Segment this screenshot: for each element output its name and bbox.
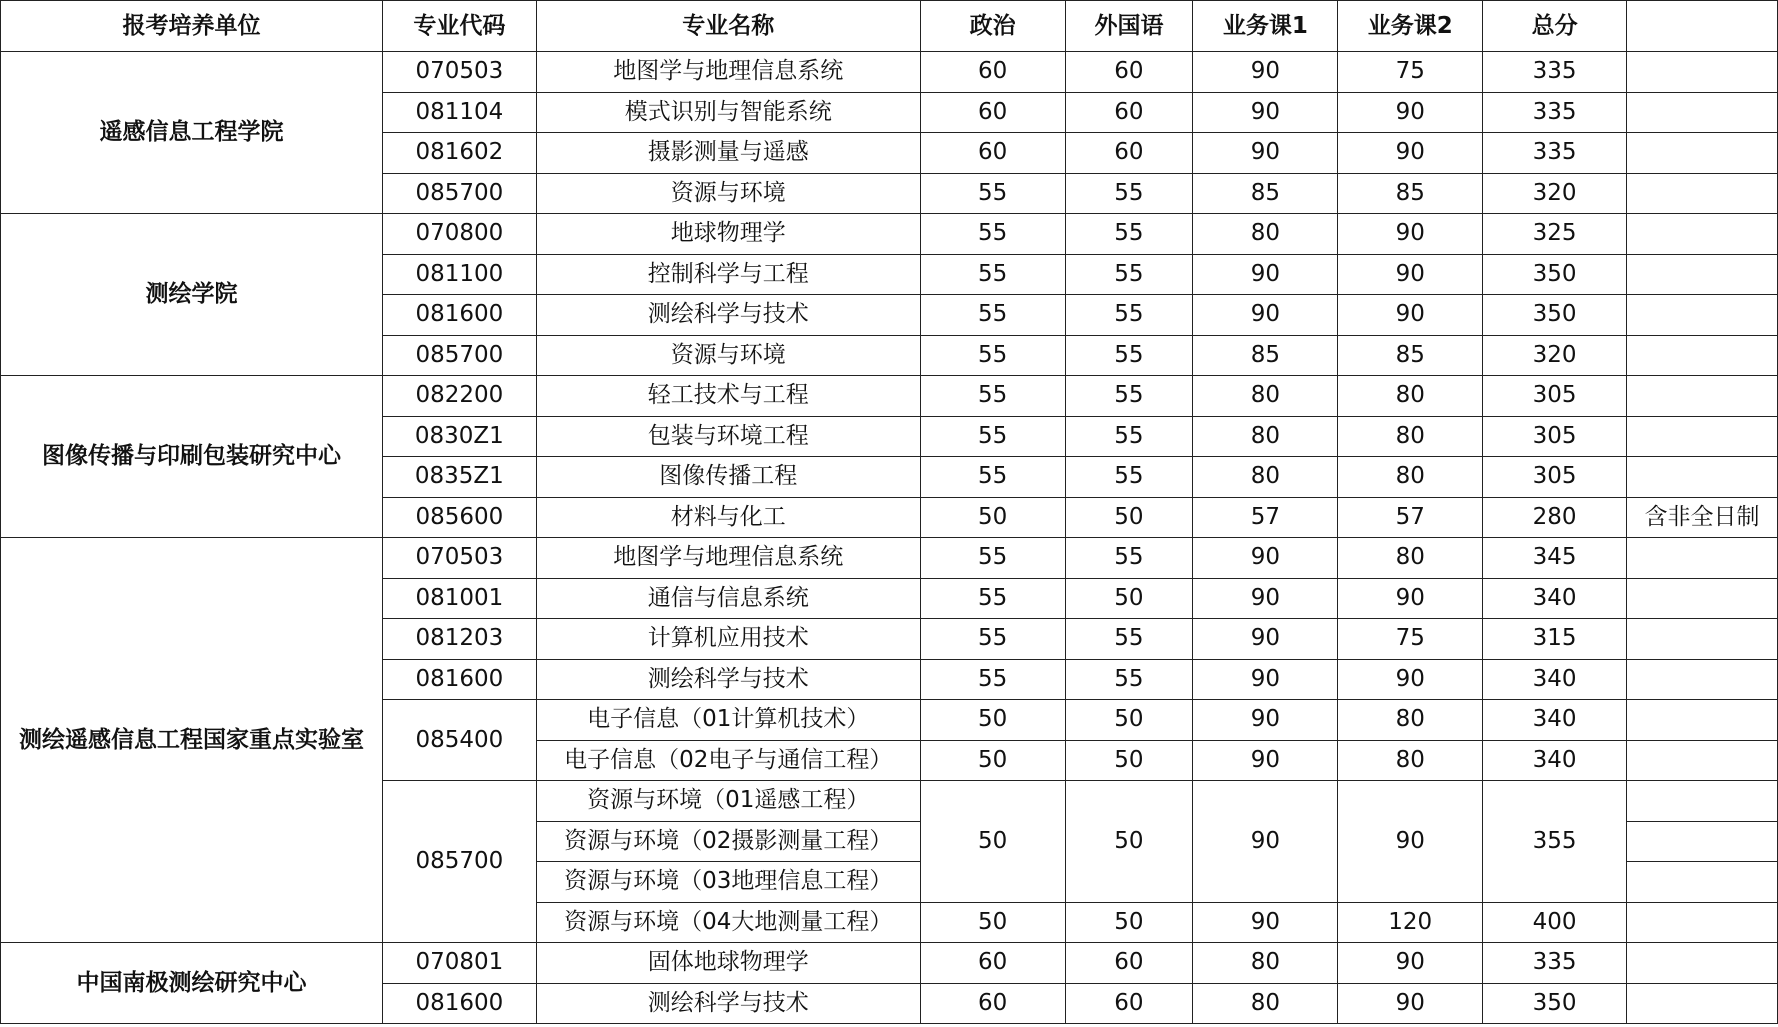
- major-cell: 计算机应用技术: [536, 619, 920, 660]
- course2-cell: 75: [1338, 52, 1483, 93]
- total-cell: 345: [1483, 538, 1627, 579]
- course1-cell: 80: [1193, 943, 1338, 984]
- language-cell: 55: [1065, 538, 1193, 579]
- politics-cell: 60: [920, 92, 1065, 133]
- total-cell: 335: [1483, 133, 1627, 174]
- language-cell: 55: [1065, 659, 1193, 700]
- note-cell: [1626, 133, 1777, 174]
- code-cell: 070801: [382, 943, 536, 984]
- total-cell: 335: [1483, 943, 1627, 984]
- note-cell: [1626, 295, 1777, 336]
- course2-cell: 90: [1338, 295, 1483, 336]
- major-cell: 测绘科学与技术: [536, 659, 920, 700]
- major-cell: 测绘科学与技术: [536, 983, 920, 1024]
- language-cell: 60: [1065, 133, 1193, 174]
- header-course1: 业务课1: [1193, 1, 1338, 52]
- code-cell: 085600: [382, 497, 536, 538]
- language-cell: 50: [1065, 781, 1193, 903]
- major-cell: 控制科学与工程: [536, 254, 920, 295]
- major-cell: 资源与环境（01遥感工程）: [536, 781, 920, 822]
- language-cell: 55: [1065, 619, 1193, 660]
- politics-cell: 60: [920, 133, 1065, 174]
- course2-cell: 90: [1338, 659, 1483, 700]
- course1-cell: 57: [1193, 497, 1338, 538]
- note-cell: [1626, 457, 1777, 498]
- course1-cell: 90: [1193, 295, 1338, 336]
- code-cell: 081001: [382, 578, 536, 619]
- politics-cell: 60: [920, 943, 1065, 984]
- note-cell: [1626, 983, 1777, 1024]
- total-cell: 320: [1483, 335, 1627, 376]
- course2-cell: 80: [1338, 457, 1483, 498]
- code-cell: 085700: [382, 781, 536, 943]
- course1-cell: 80: [1193, 416, 1338, 457]
- header-language: 外国语: [1065, 1, 1193, 52]
- unit-name: 遥感信息工程学院: [1, 52, 383, 214]
- total-cell: 280: [1483, 497, 1627, 538]
- politics-cell: 55: [920, 335, 1065, 376]
- course2-cell: 90: [1338, 214, 1483, 255]
- language-cell: 55: [1065, 254, 1193, 295]
- major-cell: 轻工技术与工程: [536, 376, 920, 417]
- header-major: 专业名称: [536, 1, 920, 52]
- politics-cell: 55: [920, 538, 1065, 579]
- note-cell: [1626, 862, 1777, 903]
- total-cell: 355: [1483, 781, 1627, 903]
- language-cell: 55: [1065, 416, 1193, 457]
- total-cell: 325: [1483, 214, 1627, 255]
- table-row: [1, 943, 1778, 984]
- total-cell: 340: [1483, 700, 1627, 741]
- major-cell: 包装与环境工程: [536, 416, 920, 457]
- code-cell: 070503: [382, 538, 536, 579]
- politics-cell: 55: [920, 619, 1065, 660]
- course1-cell: 90: [1193, 781, 1338, 903]
- total-cell: 340: [1483, 740, 1627, 781]
- politics-cell: 55: [920, 295, 1065, 336]
- politics-cell: 55: [920, 254, 1065, 295]
- major-cell: 材料与化工: [536, 497, 920, 538]
- course2-cell: 80: [1338, 538, 1483, 579]
- header-unit: 报考培养单位: [1, 1, 383, 52]
- note-cell: [1626, 821, 1777, 862]
- course1-cell: 80: [1193, 214, 1338, 255]
- politics-cell: 50: [920, 497, 1065, 538]
- code-cell: 081100: [382, 254, 536, 295]
- language-cell: 60: [1065, 92, 1193, 133]
- language-cell: 50: [1065, 578, 1193, 619]
- language-cell: 55: [1065, 173, 1193, 214]
- total-cell: 320: [1483, 173, 1627, 214]
- course1-cell: 80: [1193, 376, 1338, 417]
- total-cell: 335: [1483, 92, 1627, 133]
- politics-cell: 55: [920, 457, 1065, 498]
- code-cell: 085400: [382, 700, 536, 781]
- course2-cell: 85: [1338, 335, 1483, 376]
- course1-cell: 85: [1193, 173, 1338, 214]
- course1-cell: 80: [1193, 983, 1338, 1024]
- course2-cell: 90: [1338, 254, 1483, 295]
- politics-cell: 50: [920, 781, 1065, 903]
- course1-cell: 90: [1193, 52, 1338, 93]
- course1-cell: 90: [1193, 902, 1338, 943]
- major-cell: 摄影测量与遥感: [536, 133, 920, 174]
- note-cell: [1626, 781, 1777, 822]
- politics-cell: 60: [920, 52, 1065, 93]
- course2-cell: 85: [1338, 173, 1483, 214]
- politics-cell: 55: [920, 578, 1065, 619]
- course1-cell: 80: [1193, 457, 1338, 498]
- course2-cell: 120: [1338, 902, 1483, 943]
- major-cell: 测绘科学与技术: [536, 295, 920, 336]
- total-cell: 400: [1483, 902, 1627, 943]
- course1-cell: 85: [1193, 335, 1338, 376]
- language-cell: 55: [1065, 376, 1193, 417]
- note-cell: [1626, 578, 1777, 619]
- note-cell: [1626, 173, 1777, 214]
- politics-cell: 55: [920, 173, 1065, 214]
- code-cell: 085700: [382, 335, 536, 376]
- header-course2: 业务课2: [1338, 1, 1483, 52]
- course2-cell: 90: [1338, 133, 1483, 174]
- note-cell: [1626, 52, 1777, 93]
- note-cell: [1626, 740, 1777, 781]
- politics-cell: 50: [920, 700, 1065, 741]
- total-cell: 350: [1483, 254, 1627, 295]
- politics-cell: 55: [920, 376, 1065, 417]
- language-cell: 55: [1065, 214, 1193, 255]
- code-cell: 081104: [382, 92, 536, 133]
- course1-cell: 90: [1193, 133, 1338, 174]
- code-cell: 081600: [382, 295, 536, 336]
- note-cell: [1626, 902, 1777, 943]
- unit-name: 测绘学院: [1, 214, 383, 376]
- major-cell: 地图学与地理信息系统: [536, 52, 920, 93]
- header-code: 专业代码: [382, 1, 536, 52]
- course2-cell: 90: [1338, 983, 1483, 1024]
- note-cell: [1626, 538, 1777, 579]
- header-row: [1, 1, 1778, 52]
- total-cell: 340: [1483, 578, 1627, 619]
- table-row: [1, 52, 1778, 93]
- language-cell: 50: [1065, 740, 1193, 781]
- code-cell: 070503: [382, 52, 536, 93]
- major-cell: 资源与环境: [536, 173, 920, 214]
- course1-cell: 90: [1193, 578, 1338, 619]
- politics-cell: 60: [920, 983, 1065, 1024]
- language-cell: 50: [1065, 700, 1193, 741]
- note-cell: [1626, 416, 1777, 457]
- politics-cell: 55: [920, 416, 1065, 457]
- note-cell: [1626, 943, 1777, 984]
- politics-cell: 55: [920, 659, 1065, 700]
- table-row: [1, 376, 1778, 417]
- course1-cell: 90: [1193, 619, 1338, 660]
- course1-cell: 90: [1193, 700, 1338, 741]
- course1-cell: 90: [1193, 740, 1338, 781]
- politics-cell: 55: [920, 214, 1065, 255]
- note-cell: [1626, 335, 1777, 376]
- major-cell: 地图学与地理信息系统: [536, 538, 920, 579]
- language-cell: 55: [1065, 295, 1193, 336]
- language-cell: 60: [1065, 52, 1193, 93]
- politics-cell: 50: [920, 902, 1065, 943]
- code-cell: 070800: [382, 214, 536, 255]
- total-cell: 305: [1483, 376, 1627, 417]
- note-cell: [1626, 214, 1777, 255]
- table-row: [1, 214, 1778, 255]
- language-cell: 60: [1065, 943, 1193, 984]
- course2-cell: 57: [1338, 497, 1483, 538]
- note-cell: [1626, 700, 1777, 741]
- total-cell: 315: [1483, 619, 1627, 660]
- header-politics: 政治: [920, 1, 1065, 52]
- unit-name: 图像传播与印刷包装研究中心: [1, 376, 383, 538]
- course2-cell: 90: [1338, 781, 1483, 903]
- major-cell: 资源与环境（02摄影测量工程）: [536, 821, 920, 862]
- code-cell: 081602: [382, 133, 536, 174]
- note-cell: [1626, 659, 1777, 700]
- major-cell: 固体地球物理学: [536, 943, 920, 984]
- note-cell: [1626, 254, 1777, 295]
- major-cell: 电子信息（01计算机技术）: [536, 700, 920, 741]
- total-cell: 350: [1483, 295, 1627, 336]
- major-cell: 资源与环境: [536, 335, 920, 376]
- total-cell: 305: [1483, 416, 1627, 457]
- major-cell: 资源与环境（03地理信息工程）: [536, 862, 920, 903]
- course2-cell: 90: [1338, 578, 1483, 619]
- total-cell: 350: [1483, 983, 1627, 1024]
- code-cell: 081203: [382, 619, 536, 660]
- course1-cell: 90: [1193, 538, 1338, 579]
- politics-cell: 50: [920, 740, 1065, 781]
- course2-cell: 90: [1338, 92, 1483, 133]
- code-cell: 0830Z1: [382, 416, 536, 457]
- code-cell: 0835Z1: [382, 457, 536, 498]
- course2-cell: 80: [1338, 416, 1483, 457]
- course1-cell: 90: [1193, 92, 1338, 133]
- header-total: 总分: [1483, 1, 1627, 52]
- language-cell: 55: [1065, 457, 1193, 498]
- language-cell: 50: [1065, 902, 1193, 943]
- course1-cell: 90: [1193, 254, 1338, 295]
- course1-cell: 90: [1193, 659, 1338, 700]
- header-note: [1626, 1, 1777, 52]
- course2-cell: 75: [1338, 619, 1483, 660]
- code-cell: 081600: [382, 983, 536, 1024]
- note-cell: [1626, 619, 1777, 660]
- note-cell: [1626, 92, 1777, 133]
- major-cell: 资源与环境（04大地测量工程）: [536, 902, 920, 943]
- major-cell: 图像传播工程: [536, 457, 920, 498]
- code-cell: 081600: [382, 659, 536, 700]
- course2-cell: 80: [1338, 740, 1483, 781]
- course2-cell: 90: [1338, 943, 1483, 984]
- code-cell: 085700: [382, 173, 536, 214]
- major-cell: 地球物理学: [536, 214, 920, 255]
- code-cell: 082200: [382, 376, 536, 417]
- language-cell: 60: [1065, 983, 1193, 1024]
- unit-name: 测绘遥感信息工程国家重点实验室: [1, 538, 383, 943]
- note-cell: 含非全日制: [1626, 497, 1777, 538]
- total-cell: 340: [1483, 659, 1627, 700]
- major-cell: 模式识别与智能系统: [536, 92, 920, 133]
- note-cell: [1626, 376, 1777, 417]
- total-cell: 335: [1483, 52, 1627, 93]
- total-cell: 305: [1483, 457, 1627, 498]
- unit-name: 中国南极测绘研究中心: [1, 943, 383, 1024]
- language-cell: 55: [1065, 335, 1193, 376]
- major-cell: 电子信息（02电子与通信工程）: [536, 740, 920, 781]
- course2-cell: 80: [1338, 700, 1483, 741]
- major-cell: 通信与信息系统: [536, 578, 920, 619]
- table-row: [1, 538, 1778, 579]
- course2-cell: 80: [1338, 376, 1483, 417]
- language-cell: 50: [1065, 497, 1193, 538]
